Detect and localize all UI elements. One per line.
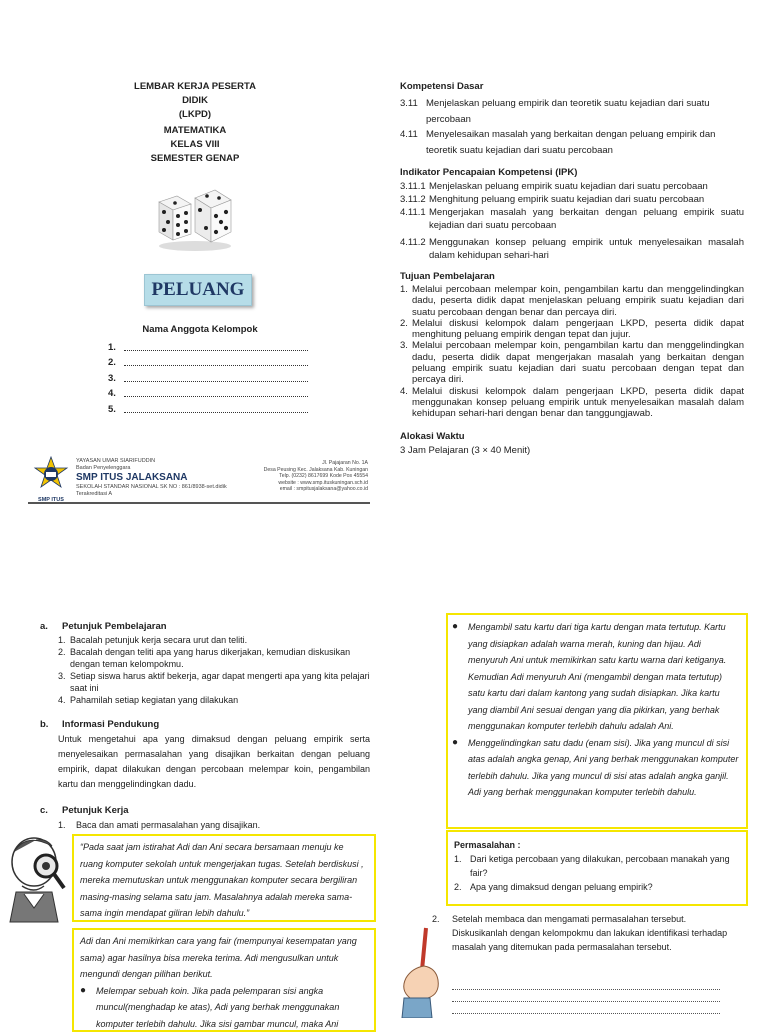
- list-num: 3.: [58, 670, 70, 694]
- member-num: 3.: [108, 371, 124, 386]
- answer-line[interactable]: [452, 978, 720, 990]
- member-field[interactable]: [124, 371, 308, 382]
- ipk-text: Menjelaskan peluang empirik suatu kejadian dari suatu percobaan: [429, 180, 744, 193]
- school-accreditation: Terakreditasi A: [76, 491, 256, 498]
- tujuan-num: 3.: [400, 340, 412, 385]
- step-2: [432, 912, 744, 954]
- step-text: Setelah membaca dan mengamati permasalahan tersebut. Diskusikanlah dengan kelompokmu dan lakukan identifikasi terhadap masalah yang ditemukan pada permasalahan tersebut.: [452, 912, 744, 954]
- school-emblem-icon: [32, 456, 70, 492]
- section-letter: a.: [40, 620, 62, 634]
- tujuan-num: 4.: [400, 386, 412, 420]
- alokasi-text: 3 Jam Pelajaran (3 × 40 Menit): [400, 444, 744, 458]
- member-field[interactable]: [124, 340, 308, 351]
- member-field[interactable]: [124, 402, 308, 413]
- member-field[interactable]: [124, 355, 308, 366]
- member-num: 5.: [108, 402, 124, 417]
- competency-column: [400, 80, 744, 458]
- topic-title: PELUANG: [152, 279, 245, 301]
- dice-icon: [155, 188, 235, 252]
- bullet-text: Melempar sebuah koin. Jika pada pelemparan sisi angka muncul(menghadap ke atas), Adi yang berhak menggunakan komputer terlebih dahulu. Jika sisi gambar muncul, maka Ani: [96, 983, 368, 1032]
- section-letter: b.: [40, 718, 62, 732]
- section-a-heading: [40, 620, 370, 634]
- member-row: [108, 386, 308, 401]
- section-letter: c.: [40, 804, 62, 818]
- ipk-num: 3.11.1: [400, 180, 429, 193]
- member-row: [108, 340, 308, 355]
- list-num: 4.: [58, 694, 70, 706]
- answer-line[interactable]: [452, 990, 720, 1002]
- school-info: [76, 458, 256, 498]
- cover-title-line1: LEMBAR KERJA PESERTA DIDIK: [120, 80, 270, 108]
- school-name: SMP ITUS JALAKSANA: [76, 472, 256, 484]
- step-num: 1.: [58, 818, 76, 832]
- list-num: 2.: [58, 646, 70, 670]
- story-box-1: [72, 834, 376, 922]
- cover-subject-block: [120, 124, 270, 166]
- member-num: 1.: [108, 340, 124, 355]
- list-text: Bacalah dengan teliti apa yang harus dikerjakan, kemudian diskusikan dengan teman kelompokmu.: [70, 646, 370, 670]
- problem-item: [454, 852, 740, 880]
- ipk-item: [400, 193, 744, 206]
- school-logo: [32, 456, 70, 500]
- tujuan-item: [400, 318, 744, 341]
- kd-num: 4.11: [400, 127, 426, 158]
- answer-line[interactable]: [452, 1002, 720, 1014]
- experiment-box: [446, 613, 748, 829]
- tujuan-num: 1.: [400, 284, 412, 318]
- school-address2: Desa Peusing Kec. Jalaksana Kab. Kuningan: [242, 467, 368, 474]
- ipk-item: [400, 180, 744, 193]
- kd-item: [400, 127, 744, 158]
- kd-heading: Kompetensi Dasar: [400, 80, 744, 94]
- ipk-heading: Indikator Pencapaian Kompetensi (IPK): [400, 166, 744, 180]
- kd-text: Menyelesaikan masalah yang berkaitan dengan peluang empirik dan teoretik suatu kejadian dari suatu percobaan: [426, 127, 744, 158]
- bullet-item: [74, 983, 374, 1032]
- problem-heading: Permasalahan :: [454, 838, 740, 852]
- story-text-1: “Pada saat jam istirahat Adi dan Ani secara bersamaan menuju ke ruang komputer sekolah untuk mengerjakan tugas. Setelah berdiskusi , mereka memutuskan untuk menggunakan komputer secara bergiliran masing-masing selama satu jam. Masalahnya adalah mereka sama-sama ingin mendapat giliran lebih dahulu.”: [74, 836, 374, 925]
- story-box-2: [72, 928, 376, 1032]
- member-row: [108, 371, 308, 386]
- problem-item: [454, 880, 740, 894]
- ipk-text: Mengerjakan masalah yang berkaitan dengan peluang empirik suatu kejadian dari suatu percobaan: [429, 206, 744, 232]
- cover-title: [120, 80, 270, 122]
- ipk-text: Menghitung peluang empirik suatu kejadian dari suatu percobaan: [429, 193, 744, 206]
- problem-num: 2.: [454, 880, 470, 894]
- bullet-icon: ●: [452, 619, 468, 735]
- ipk-num: 4.11.2: [400, 236, 429, 262]
- writing-hand-icon: [392, 918, 448, 1018]
- step-1: [40, 818, 370, 832]
- cover-semester: SEMESTER GENAP: [120, 152, 270, 166]
- cover-subject: MATEMATIKA: [120, 124, 270, 138]
- ipk-item: [400, 236, 744, 262]
- problem-num: 1.: [454, 852, 470, 880]
- school-letterhead: [28, 456, 370, 504]
- bullet-icon: ●: [80, 983, 96, 1032]
- bullet-icon: ●: [452, 735, 468, 801]
- section-title: Informasi Pendukung: [62, 718, 159, 732]
- step-num: 2.: [432, 912, 452, 954]
- tujuan-text: Melalui diskusi kelompok dalam pengerjaan LKPD, peserta didik dapat menggunakan konsep peluang empirik untuk menyelesaikan masalah dalam kehidupan sehari-hari dengan benar dan tanggungjawab.: [412, 386, 744, 420]
- school-logo-text: SMP ITUS: [32, 497, 70, 503]
- problem-box: [446, 830, 748, 906]
- step-2-row: [432, 912, 744, 954]
- member-num: 2.: [108, 355, 124, 370]
- ipk-text: Menggunakan konsep peluang empirik untuk menyelesaikan masalah dalam kehidupan sehari-hari: [429, 236, 744, 262]
- instructions-column: [40, 620, 370, 832]
- list-item: [40, 634, 370, 646]
- ipk-num: 4.11.1: [400, 206, 429, 232]
- school-organizer: Badan Penyelenggara: [76, 465, 256, 472]
- bullet-item: [452, 735, 740, 801]
- tujuan-item: [400, 340, 744, 385]
- kd-text: Menjelaskan peluang empirik dan teoretik suatu kejadian dari suatu percobaan: [426, 96, 744, 127]
- list-item: [40, 694, 370, 706]
- story-text-2: Adi dan Ani memikirkan cara yang fair (mempunyai kesempatan yang sama) agar hasilnya bisa mereka terima. Adi mengusulkan untuk mengundi dengan pilihan berikut.: [74, 930, 374, 983]
- tujuan-text: Melalui percobaan melempar koin, pengambilan kartu dan menggelindingkan dadu, peserta didik dapat mengerjakan masalah yang berkaitan dengan peluang empirik suatu kejadian dari suatu percobaan dengan tepat dan percaya diri.: [412, 340, 744, 385]
- problem-text: Dari ketiga percobaan yang dilakukan, percobaan manakah yang fair?: [470, 852, 740, 880]
- bullet-item: [452, 619, 740, 735]
- ipk-item: [400, 206, 744, 232]
- bullet-text: Menggelindingkan satu dadu (enam sisi). Jika yang muncul di sisi atas adalah angka genap, Ani yang berhak menggunakan komputer terlebih dahulu. Jika yang muncul di sisi atas adalah angka ganjil. Adi yang berhak menggunakan komputer terlebih dahulu.: [468, 735, 740, 801]
- school-contact: [242, 460, 368, 493]
- school-standard: SEKOLAH STANDAR NASIONAL SK NO : 861/8938-set.didik: [76, 484, 256, 491]
- school-email: email : smpitusjalaksana@yahoo.co.id: [242, 486, 368, 493]
- topic-title-box: [144, 274, 252, 306]
- kd-num: 3.11: [400, 96, 426, 127]
- ipk-num: 3.11.2: [400, 193, 429, 206]
- school-website: website : www.smp.ituskuningan.sch.id: [242, 480, 368, 487]
- member-row: [108, 402, 308, 417]
- list-text: Bacalah petunjuk kerja secara urut dan teliti.: [70, 634, 370, 646]
- informasi-text: Untuk mengetahui apa yang dimaksud dengan peluang empirik serta menyelesaikan permasalahan yang disajikan berkaitan dengan peluang empirik, dapat dilakukan dengan percobaan melempar koin, pengambilan kartu dan menggelindingkan dadu.: [40, 732, 370, 792]
- list-item: [40, 646, 370, 670]
- section-title: Petunjuk Pembelajaran: [62, 620, 167, 634]
- detective-icon: [6, 832, 70, 924]
- tujuan-item: [400, 386, 744, 420]
- school-address1: Jl. Pajajaran No. 1A: [242, 460, 368, 467]
- cover-title-line2: (LKPD): [120, 108, 270, 122]
- school-phone: Telp. (0232) 8617699 Kode Pos 45554: [242, 473, 368, 480]
- step-text: Baca dan amati permasalahan yang disajikan.: [76, 818, 370, 832]
- members-label: Nama Anggota Kelompok: [120, 324, 280, 335]
- section-c-heading: [40, 804, 370, 818]
- list-num: 1.: [58, 634, 70, 646]
- tujuan-num: 2.: [400, 318, 412, 341]
- section-title: Petunjuk Kerja: [62, 804, 129, 818]
- bullet-text: Mengambil satu kartu dari tiga kartu dengan mata tertutup. Kartu yang disiapkan adalah warna merah, kuning dan hijau. Adi menyuruh Ani untuk memikirkan satu kartu warna dari ketiganya. Kemudian Adi menyuruh Ani (mengambil dengan mata tertutup) satu kartu dari dalam kantong yang sudah disiapkan. Jika kartu yang diambil Ani sesuai dengan yang dia pikirkan, yang berhak menggunakan komputer terlebih dahulu adalah Ani.: [468, 619, 740, 735]
- answer-lines[interactable]: [452, 978, 720, 1014]
- tujuan-text: Melalui diskusi kelompok dalam pengerjaan LKPD, peserta didik dapat menghitung peluang empirik dengan tepat dan jujur.: [412, 318, 744, 341]
- list-text: Pahamilah setiap kegiatan yang dilakukan: [70, 694, 370, 706]
- list-item: [40, 670, 370, 694]
- section-b-heading: [40, 718, 370, 732]
- alokasi-heading: Alokasi Waktu: [400, 430, 744, 444]
- school-foundation: YAYASAN UMAR SIARIFUDDIN: [76, 458, 256, 465]
- members-list: [108, 340, 308, 417]
- tujuan-text: Melalui percobaan melempar koin, pengambilan kartu dan menggelindingkan dadu, peserta didik dapat menjelaskan peluang empirik suatu kejadian dari suatu percobaan dengan benar dan percaya diri.: [412, 284, 744, 318]
- cover-class: KELAS VIII: [120, 138, 270, 152]
- tujuan-heading: Tujuan Pembelajaran: [400, 270, 744, 284]
- kd-item: [400, 96, 744, 127]
- tujuan-item: [400, 284, 744, 318]
- member-num: 4.: [108, 386, 124, 401]
- member-row: [108, 355, 308, 370]
- problem-text: Apa yang dimaksud dengan peluang empirik?: [470, 880, 740, 894]
- list-text: Setiap siswa harus aktif bekerja, agar dapat mengerti apa yang kita pelajari saat ini: [70, 670, 370, 694]
- member-field[interactable]: [124, 386, 308, 397]
